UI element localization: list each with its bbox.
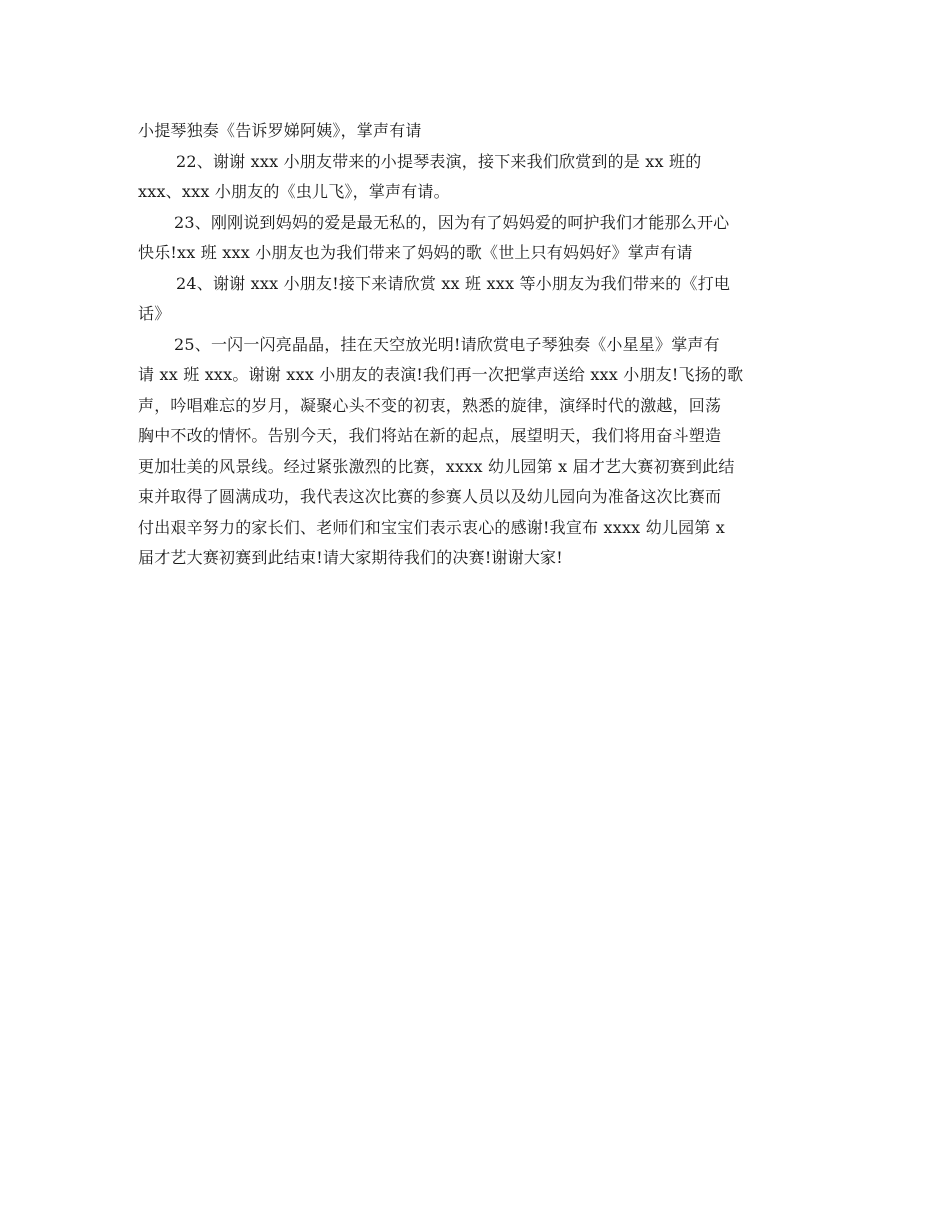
- text-line: 23、刚刚说到妈妈的爱是最无私的，因为有了妈妈爱的呵护我们才能那么开心: [174, 212, 730, 232]
- text-line: 胸中不改的情怀。告别今天，我们将站在新的起点，展望明天，我们将用奋斗塑造: [138, 426, 722, 445]
- text-line: 束并取得了圆满成功，我代表这次比赛的参赛人员以及幼儿园向为准备这次比赛而: [138, 487, 722, 506]
- text-line: 届才艺大赛初赛到此结束!请大家期待我们的决赛!谢谢大家!: [138, 548, 563, 567]
- text-line: 声，吟唱难忘的岁月，凝聚心头不变的初衷，熟悉的旋律，演绎时代的激越，回荡: [138, 395, 722, 415]
- text-line: 更加壮美的风景线。经过紧张激烈的比赛，xxxx 幼儿园第 x 届才艺大赛初赛到此结: [138, 456, 735, 476]
- text-line: 24、谢谢 xxx 小朋友!接下来请欣赏 xx 班 xxx 等小朋友为我们带来的《打电: [176, 273, 731, 293]
- text-line: xxx、xxx 小朋友的《虫儿飞》，掌声有请。: [138, 182, 450, 201]
- document-body: [138, 116, 814, 574]
- text-line: 小提琴独奏《告诉罗娣阿姨》，掌声有请: [138, 121, 422, 140]
- text-line: 付出艰辛努力的家长们、老师们和宝宝们表示衷心的感谢!我宣布 xxxx 幼儿园第 x: [138, 517, 726, 537]
- text-line: 请 xx 班 xxx。谢谢 xxx 小朋友的表演!我们再一次把掌声送给 xxx 小朋友!飞扬的歌: [138, 365, 744, 384]
- text-line: 快乐!xx 班 xxx 小朋友也为我们带来了妈妈的歌《世上只有妈妈好》掌声有请: [138, 243, 693, 262]
- text-line: 25、一闪一闪亮晶晶，挂在天空放光明!请欣赏电子琴独奏《小星星》掌声有: [174, 334, 720, 354]
- text-line: 话》: [138, 304, 171, 323]
- text-line: 22、谢谢 xxx 小朋友带来的小提琴表演，接下来我们欣赏到的是 xx 班的: [176, 151, 702, 171]
